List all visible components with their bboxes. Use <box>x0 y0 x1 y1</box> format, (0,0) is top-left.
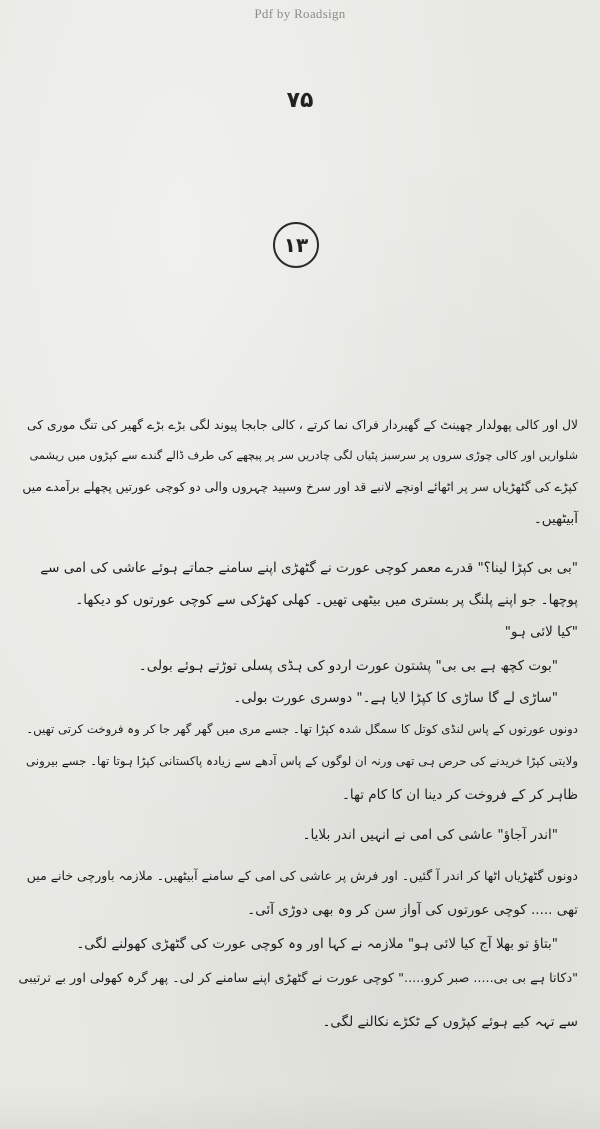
text-line: "بتاؤ تو بھلا آج کیا لائی ہو" ملازمہ نے کہا اور وہ کوچی عورت کی گٹھڑی کھولنے لگی۔ <box>76 936 558 952</box>
watermark-text: Pdf by Roadsign <box>254 6 346 21</box>
text-line: ولایتی کپڑا خریدنے کی حرص ہی تھی ورنہ ان لوگوں کے پاس آدھے سے زیادہ پاکستانی کپڑا ہوتا تھا۔ جسے بیرونی <box>26 754 578 768</box>
page-shadow <box>0 1089 600 1129</box>
text-line: لال اور کالی پھولدار چھینٹ کے گھیردار فراک نما کرتے ، کالی جابجا پیوند لگی بڑے بڑے گھیر کی تنگ موری کی <box>27 418 578 432</box>
text-line: پوچھا۔ جو اپنے پلنگ پر بستری میں بیٹھی تھیں۔ کھلی کھڑکی سے کوچی عورتوں کو دیکھا۔ <box>75 592 578 608</box>
text-line: شلواریں اور کالی چوڑی سروں پر سرسبز پٹیاں لگی چادریں سر پر پیچھے کی طرف ڈالے گندے سے کپڑوں میں ریشمی <box>29 449 578 462</box>
text-line: سے تہہ کیے ہوئے کپڑوں کے ٹکڑے نکالنے لگی۔ <box>322 1014 578 1030</box>
text-line: ظاہر کر کے فروخت کر دینا ان کا کام تھا۔ <box>341 787 578 803</box>
page-number: ۷۵ <box>286 88 314 113</box>
text-line: "بوت کچھ ہے بی بی" پشتون عورت اردو کی ہڈی پسلی توڑتے ہوئے بولی۔ <box>138 658 558 674</box>
text-line: "بی بی کپڑا لینا؟" قدرے معمر کوچی عورت نے گٹھڑی اپنے سامنے جماتے ہوئے عاشی کی امی سے <box>40 560 578 576</box>
chapter-number-circle <box>273 222 319 268</box>
text-line: "اندر آجاؤ" عاشی کی امی نے انہیں اندر بلایا۔ <box>302 827 558 843</box>
chapter-number: ۱۳ <box>283 233 309 257</box>
text-line: "ساڑی لے گا ساڑی کا کپڑا لایا ہے۔" دوسری عورت بولی۔ <box>233 690 558 706</box>
text-line: تھی ..... کوچی عورتوں کی آواز سن کر وہ بھی دوڑی آئی۔ <box>247 902 578 918</box>
text-line: آبیٹھیں۔ <box>533 511 578 527</box>
text-line: کپڑے کی گٹھڑیاں سر پر اٹھائے اونچے لانبے قد اور سرخ وسپید چہروں والی دو کوچی عورتیں پچھلے برآمدے میں <box>22 480 578 494</box>
text-line: دونوں گٹھڑیاں اٹھا کر اندر آ گئیں۔ اور فرش پر عاشی کی امی کے سامنے آبیٹھیں۔ ملازمہ باورچی خانے میں <box>26 868 578 883</box>
text-line: "کیا لائی ہو" <box>504 624 578 640</box>
text-line: دونوں عورتوں کے پاس لنڈی کوتل کا سمگل شدہ کپڑا تھا۔ جسے مری میں گھر گھر جا کر وہ فروخت کرتی تھیں۔ <box>26 722 578 736</box>
text-line: "دکاتا ہے بی بی..... صبر کرو....." کوچی عورت نے گٹھڑی اپنے سامنے کر لی۔ پھر گرہ کھولی اور بے ترتیبی <box>18 971 578 986</box>
